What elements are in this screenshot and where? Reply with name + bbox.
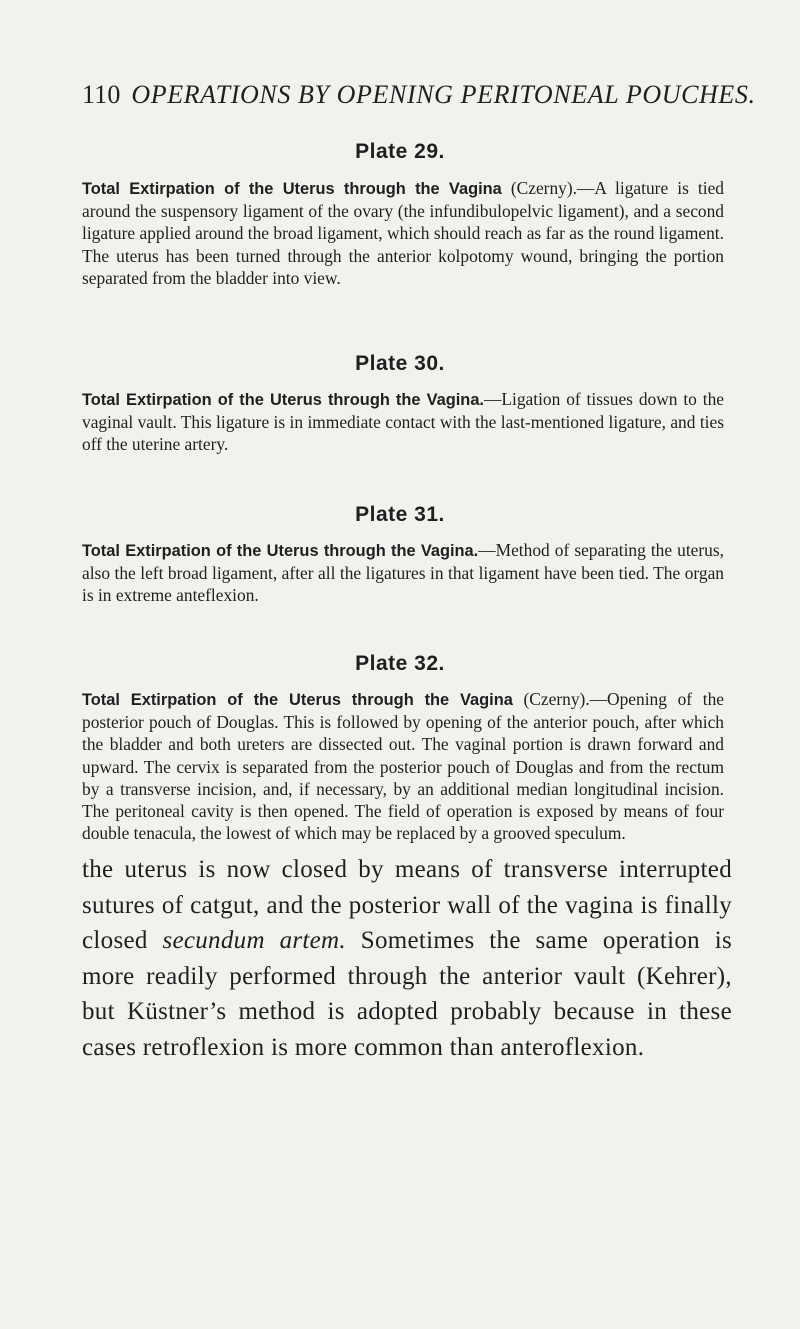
caption-title: Total Extirpation of the Uterus through the Vagina.: [82, 391, 484, 409]
plate-heading: Plate 30.: [355, 352, 445, 375]
caption-text: —Ligation of tissues down to the vaginal vault. This ligature is in immediate contact with the last-mentioned ligature, and ties off the uterine artery.: [82, 389, 724, 455]
running-head: [82, 80, 756, 110]
body-paragraph: [82, 852, 732, 1066]
caption-title: Total Extirpation of the Uterus through the Vagina: [82, 180, 502, 198]
plate-caption: [82, 388, 724, 456]
plate-heading: Plate 32.: [355, 652, 445, 675]
running-head-title: OPERATIONS BY OPENING PERITONEAL POUCHES.: [131, 80, 756, 109]
plate-caption: [82, 177, 724, 289]
body-text-italic: secundum artem.: [162, 927, 346, 955]
caption-title: Total Extirpation of the Uterus through the Vagina: [82, 691, 513, 709]
caption-text: (Czerny).—A ligature is tied around the suspensory ligament of the ovary (the infundibulopelvic ligament), and a second ligature applied around the broad ligament, which should reach as far as the round ligament. The uterus has been turned through the anterior kolpotomy wound, bringing the portion separated from the bladder into view.: [82, 178, 724, 288]
body-text-after: Sometimes the same operation is more readily performed through the anterior vault (Kehrer), but Küstner’s method is adopted probably because in these cases retroflexion is more common than anteroflexion.: [82, 927, 733, 1061]
plate-caption: [82, 539, 724, 607]
plate-caption: [82, 688, 724, 844]
caption-text: —Method of separating the uterus, also the left broad ligament, after all the ligatures in that ligament have been tied. The organ is in extreme anteflexion.: [82, 540, 724, 606]
caption-text: (Czerny).—Opening of the posterior pouch of Douglas. This is followed by opening of the anterior pouch, after which the bladder and both ureters are dissected out. The vaginal portion is drawn forward and upward. The cervix is separated from the posterior pouch of Douglas and from the rectum by a transverse incision, and, if necessary, by an additional median longitudinal incision. The peritoneal cavity is then opened. The field of operation is exposed by means of four double tenacula, the lowest of which may be replaced by a grooved speculum.: [82, 689, 724, 844]
plate-heading: Plate 29.: [355, 140, 445, 163]
plate-heading: Plate 31.: [355, 503, 445, 526]
caption-title: Total Extirpation of the Uterus through the Vagina.: [82, 542, 479, 560]
body-text-before: the uterus is now closed by means of transverse interrupted sutures of catgut, and the posterior wall of the vagina is finally closed: [82, 856, 732, 955]
page-number: 110: [82, 80, 121, 109]
